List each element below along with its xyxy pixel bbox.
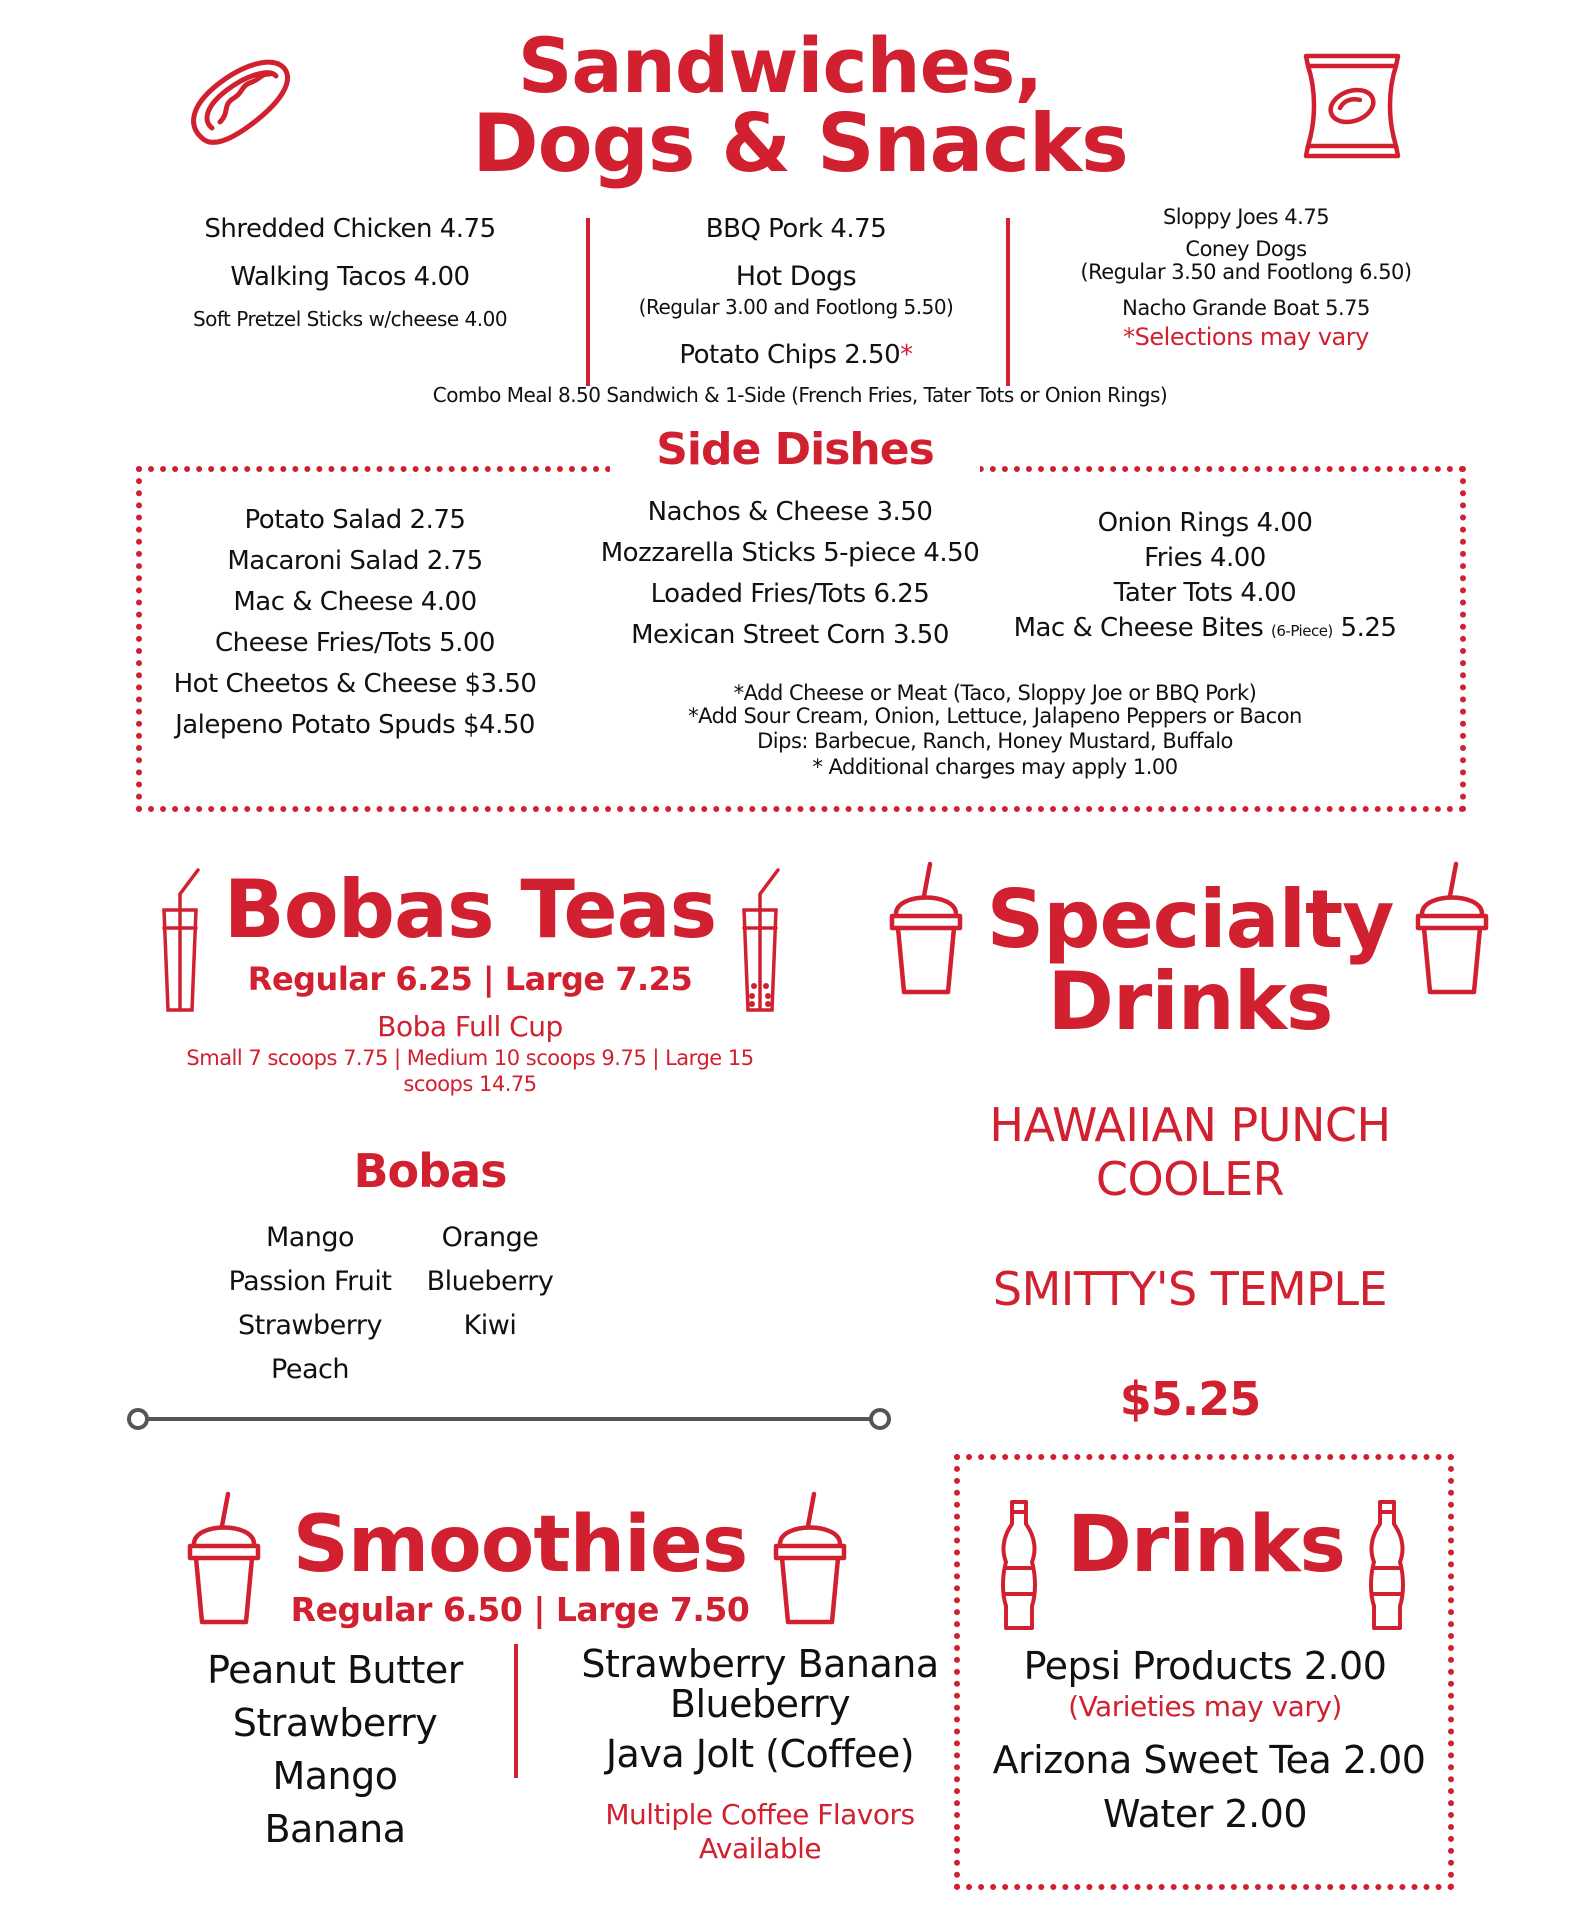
side-note: *Add Cheese or Meat (Taco, Sloppy Joe or BBQ Pork)	[733, 681, 1257, 705]
soda-bottle-icon	[1364, 1498, 1410, 1632]
smoothies-col-1	[170, 1644, 500, 1856]
boba-full-cup-sizes-2: scoops 14.75	[403, 1072, 537, 1096]
side-item: Mac & Cheese 4.00	[233, 587, 477, 617]
side-item: Mexican Street Corn 3.50	[631, 620, 949, 650]
menu-item: Walking Tacos 4.00	[230, 262, 470, 292]
smoothies-title: Smoothies	[292, 1500, 748, 1590]
side-note: *Add Sour Cream, Onion, Lettuce, Jalapeno Peppers or Bacon	[688, 704, 1302, 728]
side-item: Tater Tots 4.00	[1113, 578, 1297, 608]
specialty-item: SMITTY'S TEMPLE	[992, 1262, 1388, 1316]
boba-full-cup: Boba Full Cup	[377, 1010, 563, 1043]
sandwich-col-3	[1016, 202, 1476, 352]
menu-item: Shredded Chicken 4.75	[204, 214, 496, 244]
side-item	[995, 611, 1415, 649]
sandwich-col-2	[596, 212, 996, 372]
coffee-note: Available	[698, 1832, 822, 1865]
chips-bag-icon	[1300, 50, 1404, 162]
sides-col-3	[995, 506, 1415, 649]
bobas-col-2	[400, 1216, 580, 1348]
slushie-cup-icon	[1414, 860, 1490, 996]
bites-piece: (6-Piece)	[1271, 622, 1333, 640]
boba-flavor: Passion Fruit	[228, 1266, 392, 1297]
smoothie-flavor: Strawberry	[232, 1701, 438, 1745]
boba-flavor: Kiwi	[463, 1310, 517, 1341]
selections-note: *Selections may vary	[1123, 323, 1369, 351]
side-item: Fries 4.00	[1144, 543, 1266, 573]
boba-flavor: Orange	[441, 1222, 539, 1253]
page-title-line2: Dogs & Snacks	[472, 97, 1128, 190]
side-item: Macaroni Salad 2.75	[227, 546, 483, 576]
specialty-item: COOLER	[1095, 1152, 1285, 1206]
smoothies-col-2	[540, 1644, 980, 1866]
slushie-cup-icon	[888, 860, 964, 996]
menu-item: Hot Dogs	[735, 261, 857, 292]
smoothie-flavor: Banana	[264, 1807, 406, 1851]
side-item: Nachos & Cheese 3.50	[647, 497, 933, 527]
divider	[586, 218, 590, 386]
boba-flavor: Mango	[265, 1222, 355, 1253]
side-note: Dips: Barbecue, Ranch, Honey Mustard, Buffalo	[757, 729, 1233, 753]
smoothie-flavor: Strawberry Banana	[581, 1642, 939, 1686]
menu-item: Soft Pretzel Sticks w/cheese 4.00	[192, 307, 508, 331]
sides-col-2	[580, 492, 1000, 656]
bites-price: 5.25	[1340, 613, 1397, 643]
specialty-price: $5.25	[1119, 1372, 1261, 1426]
combo-meal: Combo Meal 8.50 Sandwich & 1-Side (French Fries, Tater Tots or Onion Rings)	[432, 383, 1168, 407]
boba-teas-sizes: Regular 6.25 | Large 7.25	[247, 960, 693, 998]
drink-note: (Varieties may vary)	[1068, 1690, 1342, 1723]
smoothie-flavor: Java Jolt (Coffee)	[605, 1732, 915, 1776]
sides-col-1	[150, 500, 560, 746]
drink-item: Arizona Sweet Tea 2.00	[992, 1738, 1426, 1782]
side-item: Loaded Fries/Tots 6.25	[650, 579, 930, 609]
bobas-title: Bobas	[353, 1144, 507, 1198]
menu-item-note: (Regular 3.00 and Footlong 5.50)	[638, 295, 954, 319]
menu-item: BBQ Pork 4.75	[705, 214, 887, 244]
boba-flavor: Blueberry	[426, 1266, 554, 1297]
drink-item: Water 2.00	[1102, 1792, 1308, 1836]
soda-bottle-icon	[996, 1498, 1042, 1632]
menu-item	[596, 338, 996, 372]
menu-item: Coney Dogs	[1185, 237, 1307, 261]
smoothie-flavor: Peanut Butter	[207, 1648, 463, 1692]
drink-item: Pepsi Products 2.00	[1023, 1644, 1387, 1688]
side-item: Hot Cheetos & Cheese $3.50	[173, 669, 537, 699]
chips-label: Potato Chips 2.50	[679, 340, 901, 370]
divider	[1006, 218, 1010, 386]
boba-flavor: Strawberry	[238, 1310, 382, 1341]
bobas-col-1	[210, 1216, 410, 1392]
menu-item: Nacho Grande Boat 5.75	[1122, 296, 1370, 320]
chips-asterisk: *	[900, 340, 913, 370]
side-item: Mozzarella Sticks 5-piece 4.50	[600, 538, 980, 568]
side-item: Potato Salad 2.75	[244, 505, 466, 535]
drink-glass-icon	[158, 864, 202, 1014]
side-item: Cheese Fries/Tots 5.00	[215, 628, 495, 658]
specialty-item: HAWAIIAN PUNCH	[989, 1098, 1391, 1152]
section-divider	[124, 1404, 894, 1434]
specialty-title-line1: Specialty	[986, 873, 1394, 966]
smoothie-flavor: Mango	[272, 1754, 398, 1798]
smoothies-sizes: Regular 6.50 | Large 7.50	[290, 1590, 750, 1629]
boba-full-cup-sizes-1: Small 7 scoops 7.75 | Medium 10 scoops 9.75 | Large 15	[186, 1046, 754, 1070]
boba-glass-icon	[738, 864, 782, 1014]
drinks-title: Drinks	[1067, 1500, 1345, 1590]
divider	[514, 1644, 518, 1778]
specialty-title-line2: Drinks	[1047, 955, 1333, 1048]
side-dishes-title: Side Dishes	[610, 428, 980, 472]
coffee-note: Multiple Coffee Flavors	[605, 1798, 915, 1831]
hot-dog-icon	[182, 50, 298, 155]
sides-notes	[580, 682, 1410, 780]
smoothie-flavor: Blueberry	[669, 1682, 851, 1726]
boba-teas-title: Bobas Teas	[223, 863, 717, 956]
menu-item: Sloppy Joes 4.75	[1162, 205, 1330, 229]
side-item: Onion Rings 4.00	[1097, 508, 1313, 538]
page-title-line1: Sandwiches,	[517, 21, 1043, 110]
side-item: Jalepeno Potato Spuds $4.50	[175, 710, 535, 740]
boba-flavor: Peach	[271, 1354, 349, 1385]
menu-item-note: (Regular 3.50 and Footlong 6.50)	[1080, 260, 1412, 284]
sandwich-col-1	[130, 212, 570, 334]
side-note: * Additional charges may apply 1.00	[812, 755, 1178, 779]
bites-name: Mac & Cheese Bites	[1013, 613, 1264, 643]
